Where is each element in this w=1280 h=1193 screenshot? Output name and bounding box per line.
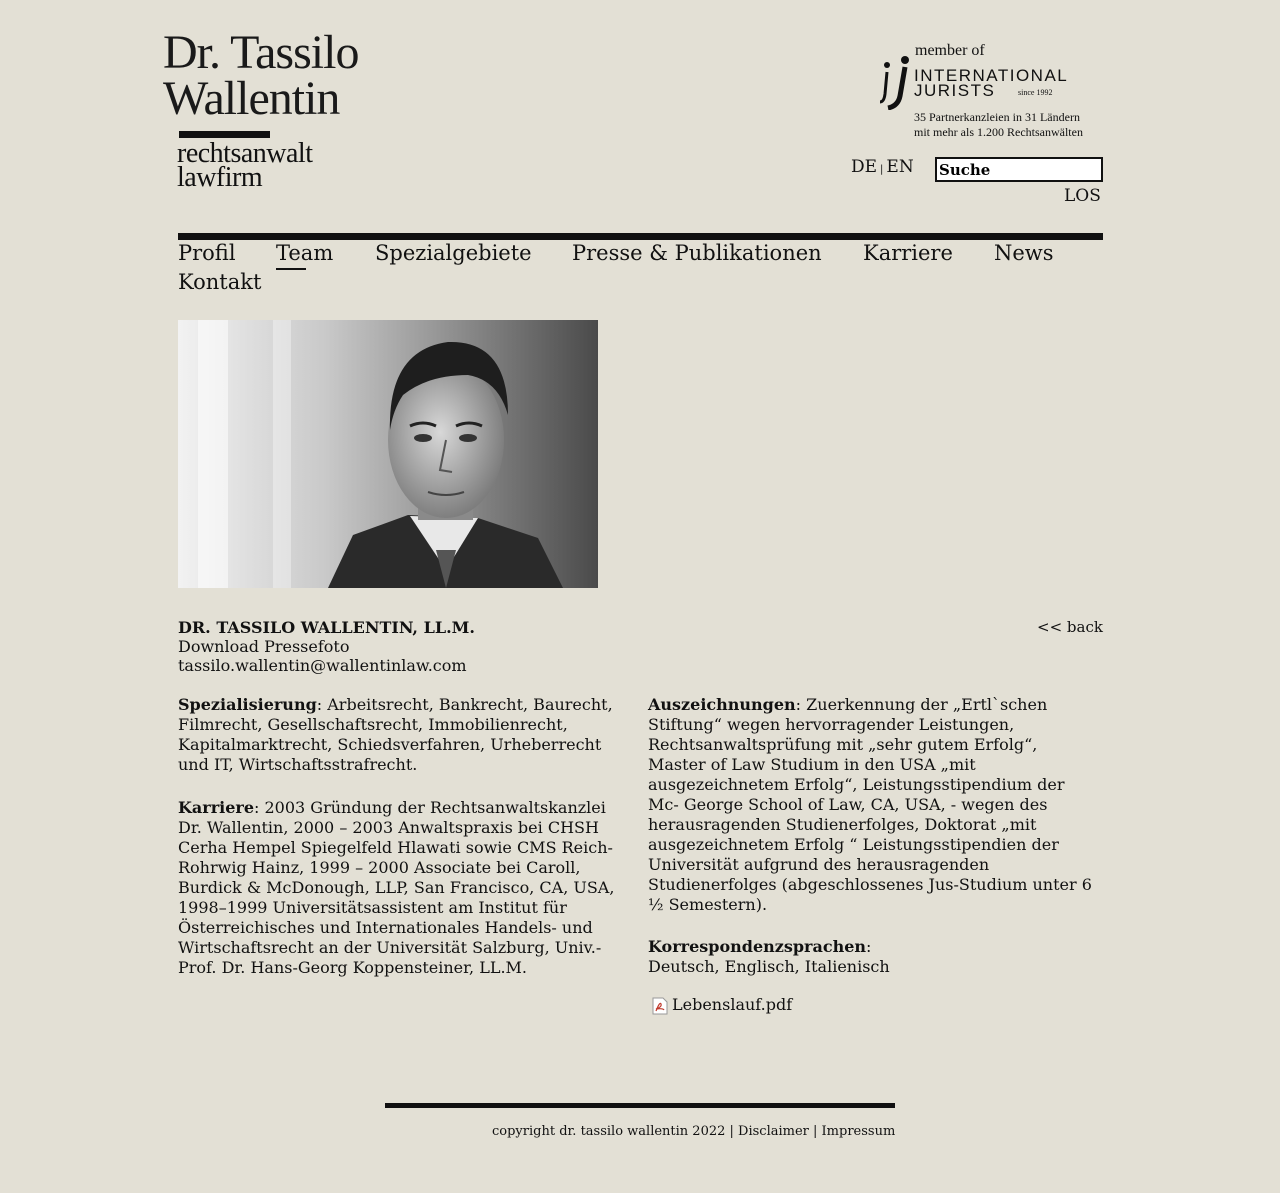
logo-name-line2[interactable]: Wallentin — [163, 72, 340, 125]
copyright-text: copyright dr. tassilo wallentin 2022 — [492, 1124, 726, 1139]
ij-stat-lawyers: mit mehr als 1.200 Rechtsanwälten — [914, 125, 1083, 139]
logo-bar — [179, 131, 270, 138]
nav-top-rule — [178, 233, 1103, 240]
lang-de-link[interactable]: DE — [851, 157, 878, 177]
search-input[interactable] — [935, 157, 1103, 182]
logo-name-line1[interactable]: Dr. Tassilo — [163, 26, 359, 79]
spezialisierung-text: : Arbeitsrecht, Bankrecht, Baurecht, Filmrecht, Gesellschaftsrecht, Immobilienrecht, Kapitalmarktrecht, Schiedsverfahren, Urheberrecht und IT, Wirtschaftsstrafrecht. — [178, 695, 613, 774]
download-pressefoto-link[interactable]: Download Pressefoto — [178, 637, 350, 656]
ij-international: INTERNATIONAL — [914, 66, 1069, 85]
ij-stat-partners: 35 Partnerkanzleien in 31 Ländern — [914, 110, 1080, 124]
korrespondenzsprachen-paragraph — [648, 937, 1098, 977]
footer-separator: | — [725, 1124, 739, 1139]
auszeichnungen-text: : Zuerkennung der „Ertl`schen Stiftung“ wegen hervorragender Leistungen, Rechtsanwaltsprüfung mit „sehr gutem Erfolg“, Master of Law Studium in den USA „mit ausgezeichnetem Erfolg“, Leistungsstipendium der Mc- George School of Law, CA, USA, - wegen des herausragenden Studienerfolges, Doktorat „mit ausgezeichnetem Erfolg “ Leistungsstipendien der Universität aufgrund des herausragenden Studienerfolges (abgeschlossenes Jus-Studium unter 6 ½ Semestern). — [648, 695, 1092, 914]
ij-since: since 1992 — [1018, 88, 1053, 97]
nav-item-karriere[interactable]: Karriere — [863, 241, 953, 265]
email-link[interactable]: tassilo.wallentin@wallentinlaw.com — [178, 656, 467, 675]
pdf-file-icon — [652, 997, 668, 1015]
korrespondenzsprachen-label: Korrespondenzsprachen — [648, 937, 867, 956]
footer — [492, 1124, 895, 1139]
lebenslauf-pdf-link[interactable]: Lebenslauf.pdf — [672, 995, 793, 1014]
lang-separator: | — [880, 164, 884, 175]
nav-item-news[interactable]: News — [994, 241, 1054, 265]
karriere-text: : 2003 Gründung der Rechtsanwaltskanzlei Dr. Wallentin, 2000 – 2003 Anwaltspraxis bei CHSH Cerha Hempel Spiegelfeld Hlawati sowie CMS Reich-Rohrwig Hainz, 1999 – 2000 Associate bei Caroll, Burdick & McDonough, LLP, San Francisco, CA, USA, 1998–1999 Universitätsassistent am Institut für Österreichisches und Internationales Handels- und Wirtschaftsrecht an der Universität Salzburg, Univ.-Prof. Dr. Hans-Georg Koppensteiner, LL.M. — [178, 798, 615, 977]
search-submit-button[interactable]: LOS — [1064, 186, 1101, 206]
nav-item-profil[interactable]: Profil — [178, 241, 236, 265]
impressum-link[interactable]: Impressum — [821, 1124, 896, 1139]
nav-item-spezialgebiete[interactable]: Spezialgebiete — [375, 241, 532, 265]
ij-jurists: JURISTS — [914, 81, 996, 100]
auszeichnungen-paragraph — [648, 695, 1098, 915]
auszeichnungen-label: Auszeichnungen — [648, 695, 796, 714]
footer-separator: | — [808, 1124, 822, 1139]
korrespondenzsprachen-text: Deutsch, Englisch, Italienisch — [648, 957, 890, 976]
logo-subtitle-rechtsanwalt: rechtsanwalt — [177, 138, 313, 169]
logo-subtitle-lawfirm: lawfirm — [177, 162, 263, 193]
nav-item-kontakt[interactable]: Kontakt — [178, 270, 262, 294]
nav-item-team[interactable]: Team — [276, 241, 334, 265]
karriere-label: Karriere — [178, 798, 254, 817]
spezialisierung-label: Spezialisierung — [178, 695, 317, 714]
karriere-paragraph — [178, 798, 623, 978]
person-name: DR. TASSILO WALLENTIN, LL.M. — [178, 618, 475, 637]
nav-item-presse[interactable]: Presse & Publikationen — [572, 241, 822, 265]
portrait-photo — [178, 320, 598, 588]
international-jurists-logo-icon[interactable] — [876, 52, 916, 110]
back-link[interactable]: << back — [1037, 618, 1103, 636]
spezialisierung-paragraph — [178, 695, 623, 775]
korrespondenzsprachen-colon: : — [866, 937, 872, 956]
member-of-label: member of — [915, 42, 985, 59]
footer-rule — [385, 1103, 895, 1108]
disclaimer-link[interactable]: Disclaimer — [738, 1124, 809, 1139]
language-switcher — [851, 157, 914, 177]
lang-en-link[interactable]: EN — [886, 157, 914, 177]
